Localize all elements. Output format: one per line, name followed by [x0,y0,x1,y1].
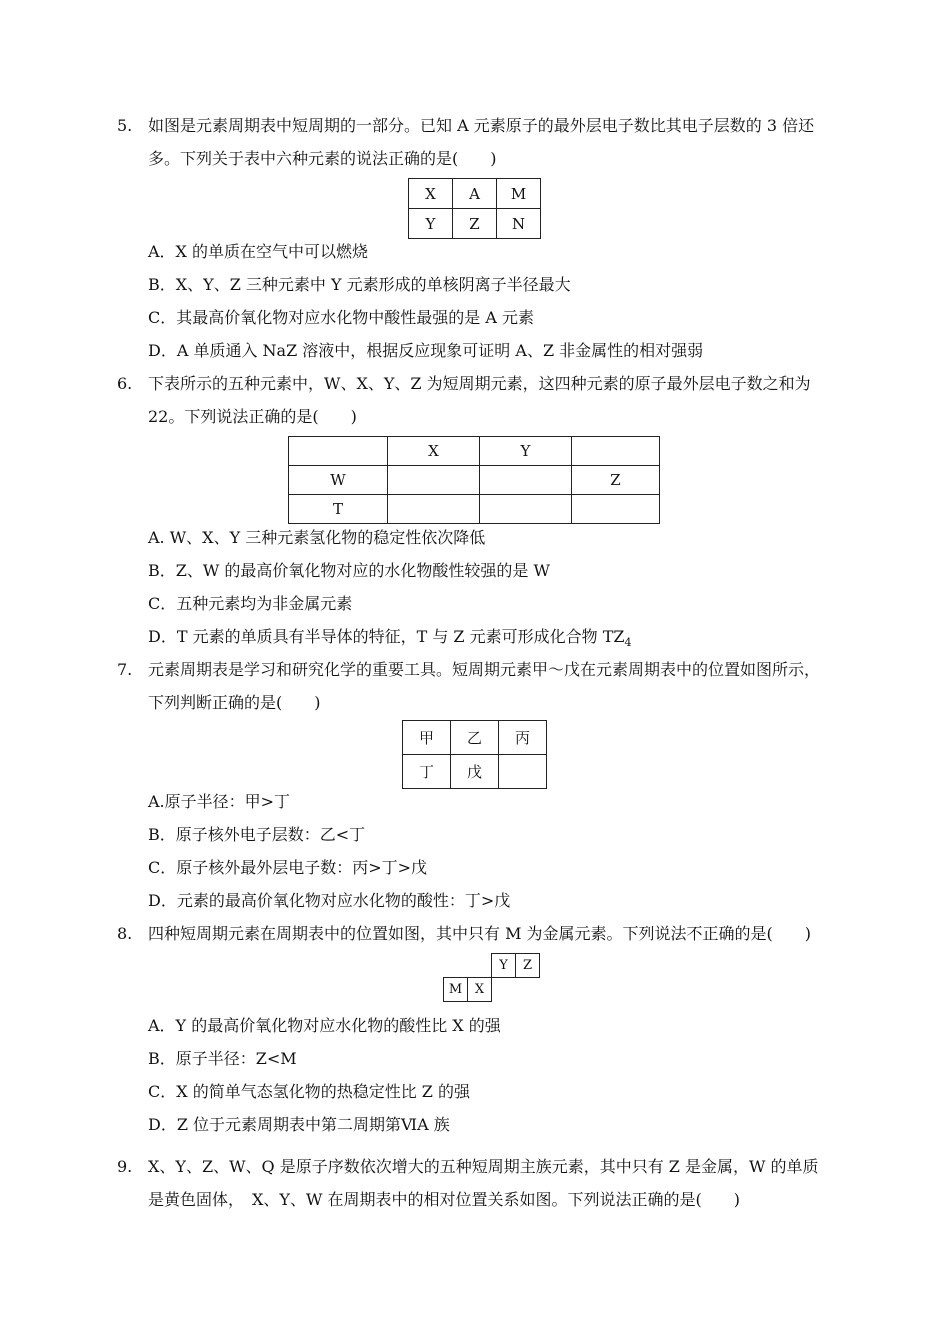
q5-cell: A [453,179,497,209]
question-5-number: 5. [117,116,133,135]
q5-cell: N [497,209,541,239]
q8-cell [468,954,492,978]
question-8-option-d: D．Z 位于元素周期表中第二周期第ⅥA 族 [148,1115,450,1134]
question-5-option-a: A．X 的单质在空气中可以燃烧 [148,242,369,261]
q6-cell: Y [480,437,572,466]
question-7-option-a: A.原子半径：甲>丁 [148,792,291,811]
q6-cell [572,495,660,524]
question-8-periodic-table [443,953,540,1002]
q5-cell: M [497,179,541,209]
question-6-stem-line1: 下表所示的五种元素中，W、X、Y、Z 为短周期元素，这四种元素的原子最外层电子数之和为 [148,374,811,393]
q6-cell [480,495,572,524]
question-8-number: 8. [117,924,133,943]
q6-cell [289,437,388,466]
q8-cell: Z [516,954,540,978]
q8-cell: X [468,978,492,1002]
q6-cell [388,495,480,524]
q5-cell: Z [453,209,497,239]
question-7-option-c: C．原子核外最外层电子数：丙>丁>戊 [148,858,428,877]
question-6-stem-line2: 22。下列说法正确的是( ) [148,407,357,426]
subscript-4: 4 [624,636,632,650]
q6-cell: X [388,437,480,466]
q7-cell: 乙 [451,721,499,755]
q8-cell [444,954,468,978]
question-8-option-a: A．Y 的最高价氧化物对应水化物的酸性比 X 的强 [148,1016,501,1035]
q7-cell: 丙 [499,721,547,755]
q8-cell: M [444,978,468,1002]
question-9-number: 9. [117,1157,133,1176]
q6-cell [572,437,660,466]
question-6-number: 6. [117,374,133,393]
question-8-option-c: C．X 的简单气态氢化物的热稳定性比 Z 的强 [148,1082,471,1101]
q5-cell: Y [409,209,453,239]
q7-cell: 丁 [403,755,451,789]
q7-cell [499,755,547,789]
question-9-stem-line1: X、Y、Z、W、Q 是原子序数依次增大的五种短周期主族元素，其中只有 Z 是金属，W 的单质 [148,1157,819,1176]
question-7-number: 7. [117,660,133,679]
question-8-stem-line1: 四种短周期元素在周期表中的位置如图，其中只有 M 为金属元素。下列说法不正确的是( ) [148,924,812,943]
question-5-option-d: D．A 单质通入 NaZ 溶液中，根据反应现象可证明 A、Z 非金属性的相对强弱 [148,341,704,360]
question-6-option-b: B．Z、W 的最高价氧化物对应的水化物酸性较强的是 W [148,561,550,580]
q7-cell: 甲 [403,721,451,755]
question-5-stem-line2: 多。下列关于表中六种元素的说法正确的是( ) [148,149,497,168]
question-7-option-d: D．元素的最高价氧化物对应水化物的酸性：丁>戊 [148,891,511,910]
question-6-option-d [148,627,632,653]
question-6-option-c: C．五种元素均为非金属元素 [148,594,353,613]
question-7-stem-line2: 下列判断正确的是( ) [148,693,321,712]
q8-cell: Y [492,954,516,978]
q8-cell [492,978,516,1002]
q6-cell [480,466,572,495]
question-5-option-b: B．X、Y、Z 三种元素中 Y 元素形成的单核阴离子半径最大 [148,275,571,294]
question-5-option-c: C．其最高价氧化物对应水化物中酸性最强的是 A 元素 [148,308,534,327]
question-7-option-b: B．原子核外电子层数：乙<丁 [148,825,366,844]
question-9-stem-line2: 是黄色固体， X、Y、W 在周期表中的相对位置关系如图。下列说法正确的是( ) [148,1190,740,1209]
question-7-stem-line1: 元素周期表是学习和研究化学的重要工具。短周期元素甲～戊在元素周期表中的位置如图所示， [148,660,821,679]
q6-cell: T [289,495,388,524]
q5-cell: X [409,179,453,209]
question-7-periodic-table [402,720,547,789]
question-8-option-b: B．原子半径：Z<M [148,1049,297,1068]
question-5-stem-line1: 如图是元素周期表中短周期的一部分。已知 A 元素原子的最外层电子数比其电子层数的 3 倍还 [148,116,815,135]
q7-cell: 戊 [451,755,499,789]
q6-cell: Z [572,466,660,495]
question-6-periodic-table [288,436,660,524]
q8-cell [516,978,540,1002]
question-5-periodic-table [408,178,541,239]
question-6-option-a: A. W、X、Y 三种元素氢化物的稳定性依次降低 [148,528,486,547]
q6-cell: W [289,466,388,495]
q6-cell [388,466,480,495]
question-6-option-d-text: D．T 元素的单质具有半导体的特征，T 与 Z 元素可形成化合物 TZ [148,627,625,646]
